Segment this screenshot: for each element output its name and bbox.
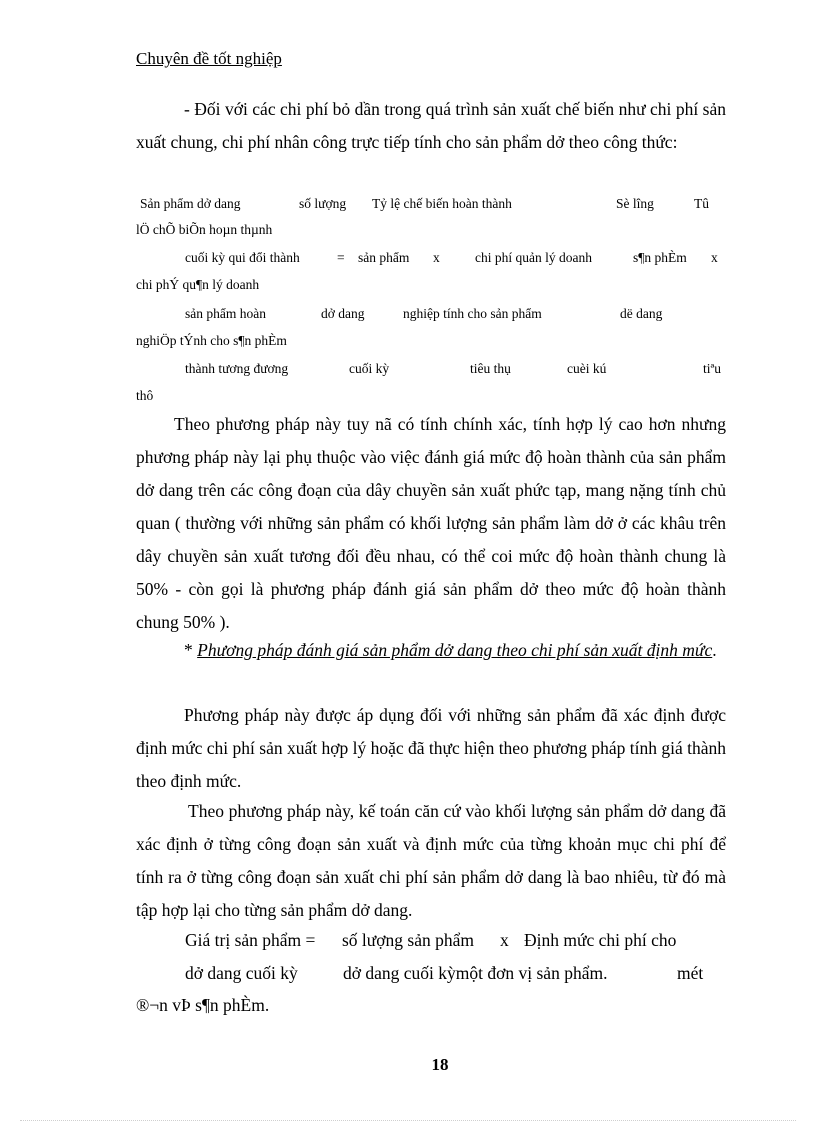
page-footer-rule: [20, 1120, 796, 1121]
formula2-cell: ®¬n vÞ s¶n phÈm.: [136, 995, 270, 1015]
formula2-cell: mét: [677, 963, 704, 983]
formula1-cell: nghiÖp tÝnh cho s¶n phÈm: [136, 333, 287, 348]
formula1-cell: dë dang: [620, 306, 663, 321]
page-number: 18: [431, 1055, 449, 1074]
formula1-cell: chi phí quản lý doanh: [475, 250, 592, 265]
formula1-cell: s¶n phÈm: [633, 250, 687, 265]
formula2-cell: dở dang cuối kỳ: [185, 963, 298, 983]
formula1-cell: x: [711, 250, 718, 265]
formula1-cell: tiªu: [703, 361, 721, 376]
formula1-cell: thành tương đương: [185, 361, 289, 376]
paragraph-3: Phương pháp này được áp dụng đối với những sản phẩm đã xác định được định mức chi phí sản xuất hợp lý hoặc đã thực hiện theo phương pháp tính giá thành theo định mức.: [136, 705, 726, 791]
formula2-cell: x: [500, 930, 509, 950]
formula1-cell: thô: [136, 388, 154, 403]
paragraph-2: Theo phương pháp này tuy nã có tính chính xác, tính hợp lý cao hơn nhưng phương pháp này lại phụ thuộc vào việc đánh giá mức độ hoàn thành của sản phẩm dở dang trên các công đoạn của dây chuyền sản xuất phức tạp, mang nặng tính chủ quan ( thường với những sản phẩm có khối lượng sản phẩm làm dở ở các khâu trên dây chuyền sản xuất tương đối đều nhau, có thể coi mức độ hoàn thành chung là 50% - còn gọi là phương pháp đánh giá sản phẩm dở theo mức độ hoàn thành chung 50% ).: [136, 414, 726, 632]
paragraph-4: Theo phương pháp này, kế toán căn cứ vào khối lượng sản phẩm dở dang đã xác định ở từng công đoạn sản xuất và định mức của từng khoản mục chi phí để tính ra ở từng công đoạn sản xuất chi phí sản phẩm dở dang là bao nhiêu, từ đó mà tập hợp lại cho từng sản phẩm dở dang.: [136, 801, 726, 920]
formula1-cell: cuối kỳ qui đổi thành: [185, 250, 300, 265]
formula2-cell: Định mức chi phí cho: [524, 930, 677, 950]
formula1-cell: Tû: [694, 196, 709, 211]
document-header: Chuyên đề tốt nghiệp: [136, 49, 282, 68]
formula1-cell: =: [337, 250, 345, 265]
formula1-cell: số lượng: [299, 196, 347, 211]
formula1-cell: tiêu thụ: [470, 361, 511, 376]
formula1-cell: cuèi kú: [567, 361, 607, 376]
formula1-cell: cuối kỳ: [349, 361, 390, 376]
formula1-cell: sản phẩm: [358, 250, 410, 265]
formula1-cell: nghiệp tính cho sản phẩm: [403, 306, 542, 321]
formula1-cell: Sè lîng: [616, 196, 654, 211]
formula2-cell: Giá trị sản phẩm =: [185, 930, 316, 950]
formula1-cell: sản phẩm hoàn: [185, 306, 266, 321]
formula2-cell: dở dang cuối kỳmột đơn vị sản phẩm.: [343, 963, 608, 983]
formula1-cell: chi phÝ qu¶n lý doanh: [136, 277, 260, 292]
formula1-cell: x: [433, 250, 440, 265]
heading-suffix: .: [712, 640, 717, 660]
heading-text: Phương pháp đánh giá sản phẩm dở dang theo chi phí sản xuất định mức: [197, 640, 713, 660]
formula1-cell: lÖ chÕ biÕn hoµn thµnh: [136, 222, 273, 237]
formula2-cell: số lượng sản phẩm: [342, 930, 474, 950]
section-heading: [136, 634, 726, 667]
heading-prefix: *: [184, 640, 198, 660]
formula1-cell: dở dang: [321, 306, 365, 321]
paragraph-1: - Đối với các chi phí bỏ dần trong quá trình sản xuất chế biến như chi phí sản xuất chung, chi phí nhân công trực tiếp tính cho sản phẩm dở theo công thức:: [136, 99, 726, 152]
formula1-cell: Sản phẩm dở dang: [140, 196, 241, 211]
formula1-cell: Tỷ lệ chế biến hoàn thành: [372, 196, 512, 211]
